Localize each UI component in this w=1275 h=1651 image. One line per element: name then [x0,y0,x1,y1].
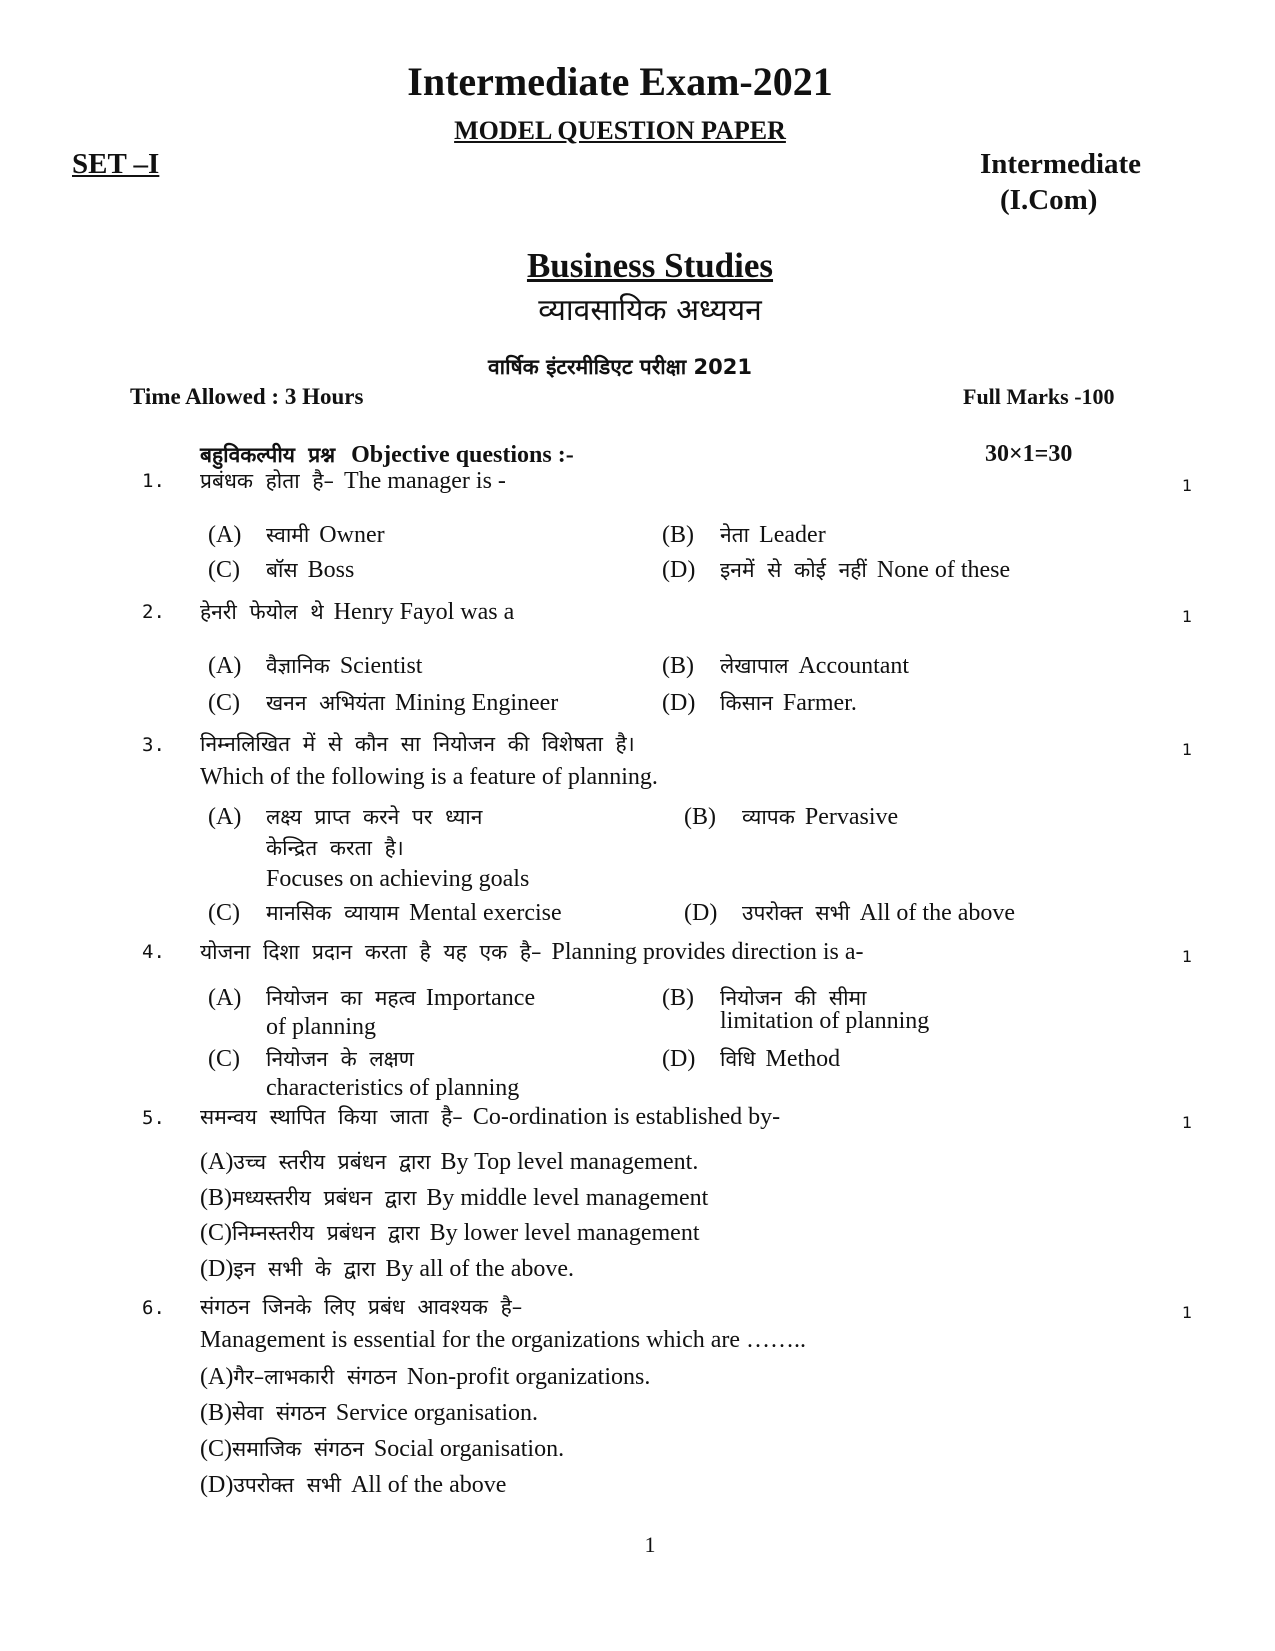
full-marks: Full Marks -100 [963,384,1115,409]
stream-label: (I.Com) [1000,184,1098,216]
option-a: (A) नियोजन का महत्व Importance [208,985,536,1011]
option-c: (C)समाजिक संगठन Social organisation. [200,1436,565,1462]
option-d: (D) विधि Method [662,1046,841,1072]
option-a-continued: केन्द्रित करता है। [266,836,404,860]
option-d: (D)इन सभी के द्वारा By all of the above. [200,1256,575,1282]
question-number: 6. [142,1297,165,1319]
section-heading-english: Objective questions :- [351,442,574,468]
question-marks: 1 [1182,1303,1193,1322]
option-a: (A) स्वामी Owner [208,522,385,548]
option-b: (B) नेता Leader [662,522,826,548]
question-text: हेनरी फेयोल थे Henry Fayol was a [200,599,515,625]
question-number: 3. [142,734,165,756]
option-a: (A)उच्च स्तरीय प्रबंधन द्वारा By Top level management. [200,1149,699,1175]
option-c: (C) खनन अभियंता Mining Engineer [208,690,559,716]
option-b: (B) व्यापक Pervasive [684,804,899,830]
option-a: (A) वैज्ञानिक Scientist [208,653,423,679]
option-c: (C) नियोजन के लक्षण [208,1046,414,1072]
question-text-english: Which of the following is a feature of planning. [200,764,658,790]
option-c-english: characteristics of planning [266,1075,520,1101]
section-marks: 30×1=30 [985,441,1073,467]
option-b: (B) नियोजन की सीमा [662,985,867,1011]
section-heading [200,441,574,469]
option-d: (D)उपरोक्त सभी All of the above [200,1472,507,1498]
option-b: (B)मध्यस्तरीय प्रबंधन द्वारा By middle level management [200,1185,709,1211]
time-allowed: Time Allowed : 3 Hours [130,384,364,409]
question-text-hindi: निम्नलिखित में से कौन सा नियोजन की विशेषता है। [200,732,635,756]
question-marks: 1 [1182,740,1193,759]
question-marks: 1 [1182,476,1193,495]
page-number: 1 [644,1532,656,1557]
question-text-hindi: संगठन जिनके लिए प्रबंध आवश्यक है– [200,1295,523,1319]
option-d: (D) किसान Farmer. [662,690,857,716]
question-text: योजना दिशा प्रदान करता है यह एक है– Planning provides direction is a- [200,939,864,965]
option-d: (D) उपरोक्त सभी All of the above [684,900,1016,926]
option-a-english: Focuses on achieving goals [266,866,530,892]
question-text-english: Management is essential for the organizations which are …….. [200,1327,807,1353]
option-b-english: limitation of planning [720,1008,930,1034]
exam-name-hindi: वार्षिक इंटरमीडिएट परीक्षा 2021 [487,355,752,379]
option-c: (C) बॉस Boss [208,557,355,583]
question-marks: 1 [1182,1113,1193,1132]
question-marks: 1 [1182,607,1193,626]
section-heading-hindi: बहुविकल्पीय प्रश्न [200,443,336,467]
set-label: SET –I [72,148,160,180]
question-text: प्रबंधक होता है– The manager is - [200,468,506,494]
question-number: 4. [142,941,165,963]
level-label: Intermediate [980,148,1142,180]
option-d: (D) इनमें से कोई नहीं None of these [662,557,1011,583]
option-c: (C)निम्नस्तरीय प्रबंधन द्वारा By lower level management [200,1220,700,1246]
subject-title-hindi: व्यावसायिक अध्ययन [538,293,762,328]
subject-title: Business Studies [526,246,774,285]
exam-title: Intermediate Exam-2021 [407,59,833,104]
option-b: (B)सेवा संगठन Service organisation. [200,1400,539,1426]
question-number: 5. [142,1107,165,1129]
question-number: 2. [142,601,165,623]
paper-subtitle: MODEL QUESTION PAPER [454,116,786,145]
question-text: समन्वय स्थापित किया जाता है– Co-ordination is established by- [200,1104,781,1130]
option-a: (A) लक्ष्य प्राप्त करने पर ध्यान [208,804,483,830]
option-c: (C) मानसिक व्यायाम Mental exercise [208,900,562,926]
option-a: (A)गैर–लाभकारी संगठन Non-profit organizations. [200,1364,651,1390]
question-number: 1. [142,470,165,492]
option-b: (B) लेखापाल Accountant [662,653,910,679]
option-a-continued: of planning [266,1014,376,1040]
question-marks: 1 [1182,947,1193,966]
